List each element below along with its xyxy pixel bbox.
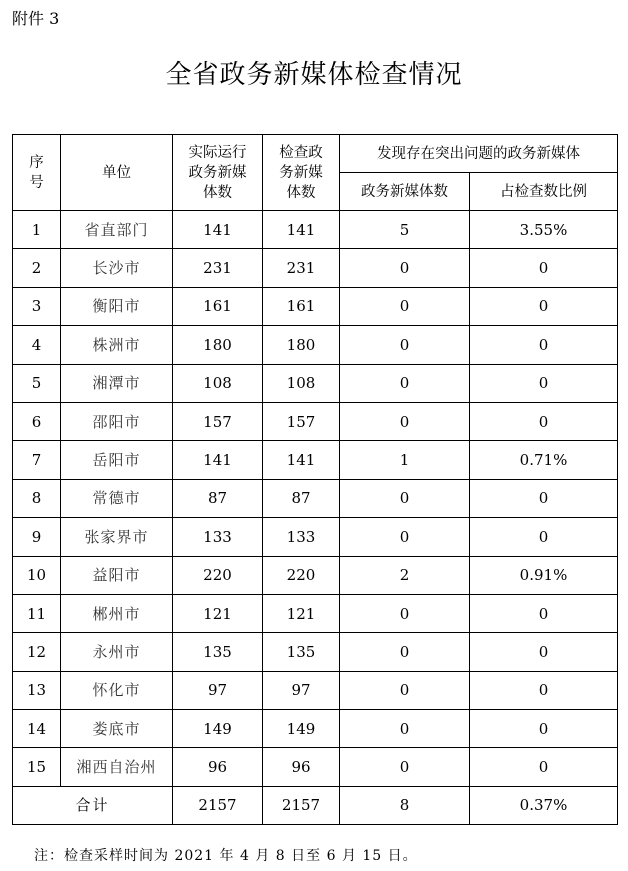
row-unit: 湘潭市: [61, 364, 173, 402]
row-ratio: 0: [470, 671, 618, 709]
row-ratio: 0: [470, 633, 618, 671]
row-checked: 121: [263, 594, 340, 632]
row-unit: 益阳市: [61, 556, 173, 594]
row-index: 1: [13, 211, 61, 249]
row-ratio: 0: [470, 594, 618, 632]
row-problem-count: 0: [340, 633, 470, 671]
row-running: 141: [173, 441, 263, 479]
row-ratio: 0: [470, 518, 618, 556]
table-row: [13, 748, 618, 786]
row-unit: 怀化市: [61, 671, 173, 709]
row-ratio: 0: [470, 479, 618, 517]
row-ratio: 0.91%: [470, 556, 618, 594]
row-index: 5: [13, 364, 61, 402]
table-row: [13, 633, 618, 671]
row-index: 15: [13, 748, 61, 786]
row-unit: 邵阳市: [61, 402, 173, 440]
attachment-label: 附件 3: [12, 9, 60, 28]
total-row: [13, 786, 618, 824]
row-ratio: 0: [470, 402, 618, 440]
row-index: 12: [13, 633, 61, 671]
row-problem-count: 0: [340, 402, 470, 440]
table-row: [13, 441, 618, 479]
row-ratio: 0: [470, 287, 618, 325]
row-checked: 133: [263, 518, 340, 556]
row-running: 96: [173, 748, 263, 786]
header-checked: 检查政务新媒体数: [263, 135, 340, 211]
total-checked: 2157: [263, 786, 340, 824]
row-problem-count: 0: [340, 479, 470, 517]
row-index: 6: [13, 402, 61, 440]
total-label: 合计: [13, 786, 173, 824]
report-table: [12, 134, 618, 825]
row-running: 231: [173, 249, 263, 287]
row-problem-count: 0: [340, 671, 470, 709]
row-index: 4: [13, 326, 61, 364]
header-problem-ratio: 占检查数比例: [470, 173, 618, 211]
row-problem-count: 0: [340, 326, 470, 364]
row-ratio: 0: [470, 249, 618, 287]
total-running: 2157: [173, 786, 263, 824]
row-running: 121: [173, 594, 263, 632]
row-index: 10: [13, 556, 61, 594]
row-running: 97: [173, 671, 263, 709]
row-running: 149: [173, 710, 263, 748]
table-row: [13, 710, 618, 748]
row-unit: 株洲市: [61, 326, 173, 364]
row-running: 220: [173, 556, 263, 594]
row-ratio: 0: [470, 326, 618, 364]
header-problem-group: 发现存在突出问题的政务新媒体: [340, 135, 618, 173]
total-ratio: 0.37%: [470, 786, 618, 824]
row-unit: 湘西自治州: [61, 748, 173, 786]
row-checked: 97: [263, 671, 340, 709]
row-running: 87: [173, 479, 263, 517]
table-row: [13, 518, 618, 556]
row-problem-count: 0: [340, 249, 470, 287]
row-unit: 郴州市: [61, 594, 173, 632]
row-running: 161: [173, 287, 263, 325]
header-unit: 单位: [61, 135, 173, 211]
table-row: [13, 671, 618, 709]
row-unit: 长沙市: [61, 249, 173, 287]
row-unit: 张家界市: [61, 518, 173, 556]
header-index: 序号: [13, 135, 61, 211]
row-checked: 180: [263, 326, 340, 364]
row-checked: 96: [263, 748, 340, 786]
row-running: 141: [173, 211, 263, 249]
footnote: 注：检查采样时间为 2021 年 4 月 8 日至 6 月 15 日。: [34, 848, 418, 864]
row-problem-count: 1: [340, 441, 470, 479]
row-problem-count: 5: [340, 211, 470, 249]
table-row: [13, 364, 618, 402]
row-checked: 157: [263, 402, 340, 440]
row-unit: 岳阳市: [61, 441, 173, 479]
row-index: 13: [13, 671, 61, 709]
row-index: 3: [13, 287, 61, 325]
row-unit: 娄底市: [61, 710, 173, 748]
row-running: 157: [173, 402, 263, 440]
row-ratio: 0: [470, 748, 618, 786]
row-problem-count: 0: [340, 364, 470, 402]
row-index: 8: [13, 479, 61, 517]
row-running: 108: [173, 364, 263, 402]
page-title: 全省政务新媒体检查情况: [165, 60, 463, 90]
table-row: [13, 326, 618, 364]
row-checked: 231: [263, 249, 340, 287]
row-ratio: 0: [470, 710, 618, 748]
row-problem-count: 0: [340, 710, 470, 748]
table-row: [13, 594, 618, 632]
row-index: 14: [13, 710, 61, 748]
row-checked: 220: [263, 556, 340, 594]
table-body: [13, 211, 618, 787]
table-row: [13, 287, 618, 325]
row-checked: 135: [263, 633, 340, 671]
row-ratio: 0.71%: [470, 441, 618, 479]
row-unit: 衡阳市: [61, 287, 173, 325]
row-checked: 149: [263, 710, 340, 748]
row-running: 135: [173, 633, 263, 671]
row-index: 7: [13, 441, 61, 479]
row-checked: 141: [263, 211, 340, 249]
row-problem-count: 0: [340, 518, 470, 556]
row-unit: 常德市: [61, 479, 173, 517]
row-running: 133: [173, 518, 263, 556]
total-problem-count: 8: [340, 786, 470, 824]
row-checked: 161: [263, 287, 340, 325]
row-checked: 141: [263, 441, 340, 479]
table-row: [13, 556, 618, 594]
table-row: [13, 249, 618, 287]
header-running: 实际运行政务新媒体数: [173, 135, 263, 211]
row-ratio: 0: [470, 364, 618, 402]
row-index: 2: [13, 249, 61, 287]
row-index: 11: [13, 594, 61, 632]
table-row: [13, 479, 618, 517]
table-row: [13, 402, 618, 440]
row-checked: 108: [263, 364, 340, 402]
row-ratio: 3.55%: [470, 211, 618, 249]
row-unit: 省直部门: [61, 211, 173, 249]
row-problem-count: 2: [340, 556, 470, 594]
table-row: [13, 211, 618, 249]
row-unit: 永州市: [61, 633, 173, 671]
row-running: 180: [173, 326, 263, 364]
row-checked: 87: [263, 479, 340, 517]
row-problem-count: 0: [340, 594, 470, 632]
header-problem-count: 政务新媒体数: [340, 173, 470, 211]
row-problem-count: 0: [340, 748, 470, 786]
row-problem-count: 0: [340, 287, 470, 325]
row-index: 9: [13, 518, 61, 556]
